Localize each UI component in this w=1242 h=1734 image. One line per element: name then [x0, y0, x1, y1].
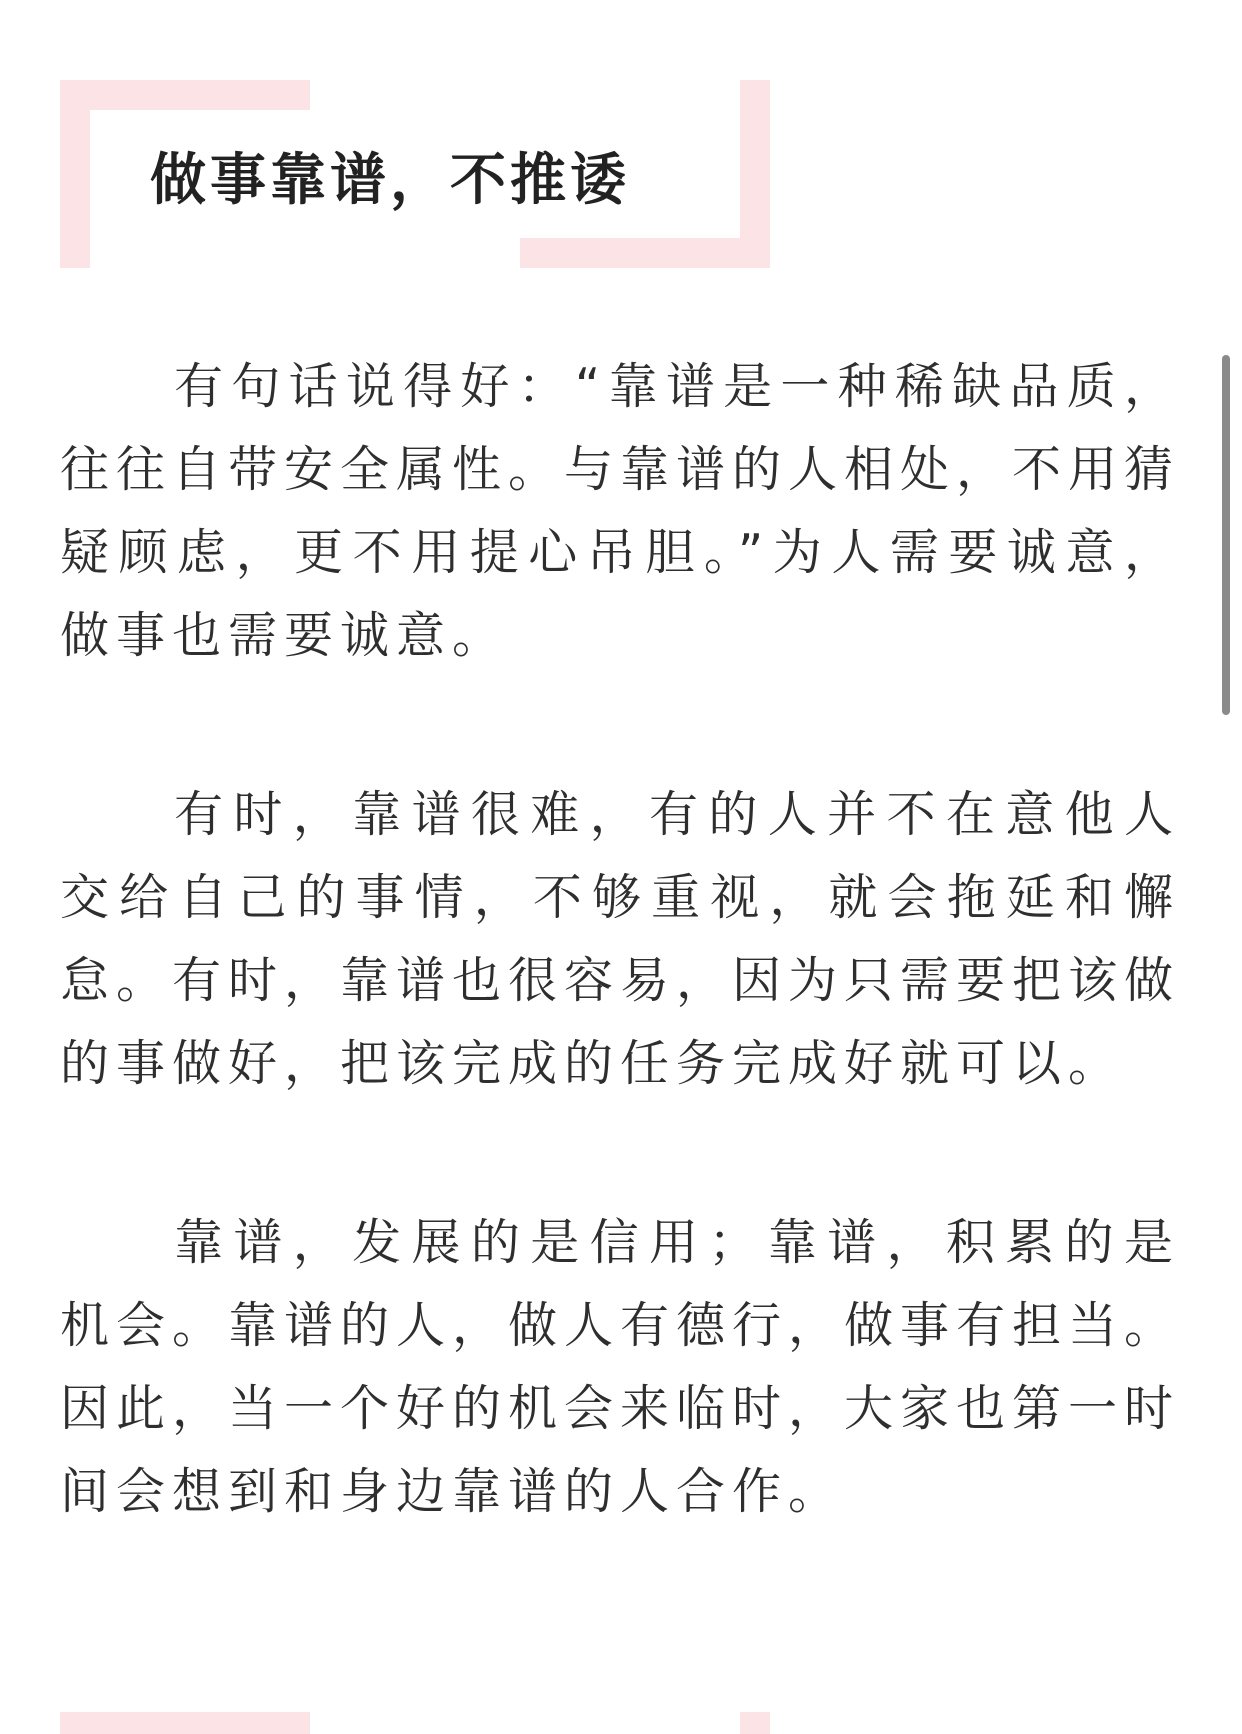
scrollbar-thumb[interactable] [1222, 355, 1230, 715]
section-title: 做事靠谱，不推诿 [150, 148, 630, 213]
corner-bracket-decoration [740, 80, 770, 268]
article-body [60, 345, 1180, 1629]
corner-bracket-decoration [60, 80, 90, 268]
corner-bracket-decoration [60, 1712, 310, 1734]
paragraph: 有句话说得好：“靠谱是一种稀缺品质，往往自带安全属性。与靠谱的人相处，不用猜疑顾虑，更不用提心吊胆。”为人需要诚意，做事也需要诚意。 [60, 358, 1181, 664]
section-heading-box [60, 80, 770, 268]
next-section-heading-box [60, 1712, 770, 1734]
corner-bracket-decoration [60, 80, 310, 110]
paragraph: 靠谱，发展的是信用；靠谱，积累的是机会。靠谱的人，做人有德行，做事有担当。因此，当一个好的机会来临时，大家也第一时间会想到和身边靠谱的人合作。 [60, 1214, 1181, 1520]
paragraph: 有时，靠谱很难，有的人并不在意他人交给自己的事情，不够重视，就会拖延和懈怠。有时，靠谱也很容易，因为只需要把该做的事做好，把该完成的任务完成好就可以。 [60, 786, 1181, 1092]
corner-bracket-decoration [740, 1712, 770, 1734]
corner-bracket-decoration [520, 238, 770, 268]
